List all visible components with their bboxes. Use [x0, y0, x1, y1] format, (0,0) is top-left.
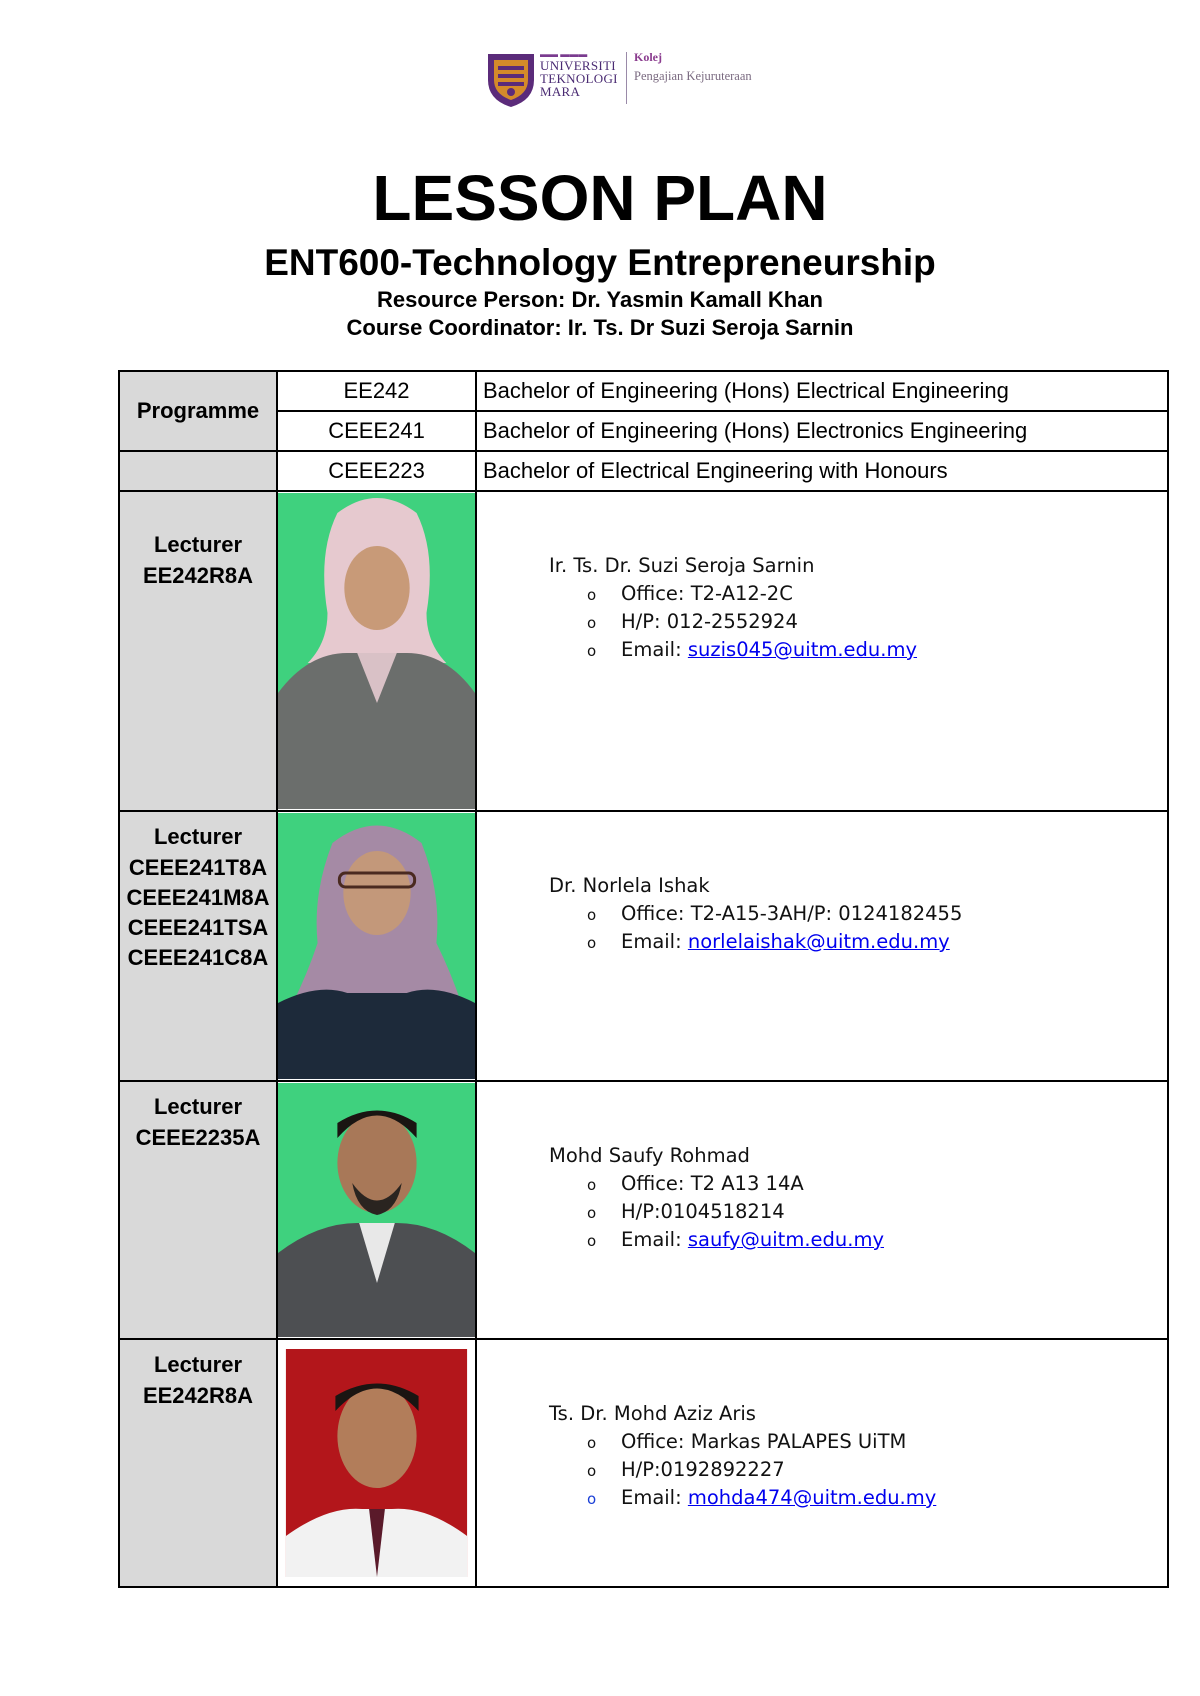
lecturer-label-cell: [119, 811, 277, 1081]
lecturer-phone: o H/P:0104518214: [587, 1198, 1167, 1226]
bullet-icon: o: [587, 934, 597, 952]
lecturer-row: [119, 1339, 1168, 1587]
lecturer-phone: o H/P:0192892227: [587, 1456, 1167, 1484]
lecturer-group-code: CEEE241M8A: [126, 885, 270, 910]
lecturer-email: o Email: norlelaishak@uitm.edu.my: [587, 928, 1167, 956]
programme-code: CEEE223: [277, 451, 476, 491]
resource-person: Resource Person: Dr. Yasmin Kamall Khan: [377, 287, 823, 312]
bullet-icon: o: [587, 1204, 597, 1222]
bullet-icon: o: [587, 642, 597, 660]
course-title: ENT600-Technology Entrepreneurship: [264, 242, 936, 283]
programme-name: Bachelor of Engineering (Hons) Electrical Engineering: [476, 371, 1168, 411]
lecturer-info-cell: [476, 811, 1168, 1081]
lecturer-info-cell: [476, 1339, 1168, 1587]
lecturer-group-code: EE242R8A: [142, 1383, 254, 1408]
lecturer-email: o Email: mohda474@uitm.edu.my: [587, 1484, 1167, 1512]
lesson-plan-table: [118, 370, 1169, 1588]
lecturer-photo: [278, 813, 475, 1079]
programme-name: Bachelor of Engineering (Hons) Electronics Engineering: [476, 411, 1168, 451]
programme-label-blank: [119, 451, 277, 491]
bullet-icon: o: [587, 586, 597, 604]
lecturer-group-code: EE242R8A: [142, 563, 254, 588]
kolej-subtitle: Pengajian Kejuruteraan: [634, 69, 752, 83]
bullet-icon: o: [587, 1490, 597, 1508]
jawi-script: ▬▬ ▬▬▬: [540, 49, 588, 59]
lecturer-email: o Email: suzis045@uitm.edu.my: [587, 636, 1167, 664]
lecturer-label: Lecturer: [153, 1094, 243, 1119]
lecturer-photo: [278, 493, 475, 809]
lecturer-name: Ir. Ts. Dr. Suzi Seroja Sarnin: [549, 554, 815, 577]
page-title: LESSON PLAN: [372, 162, 828, 234]
uni-line-3: MARA: [540, 84, 581, 99]
programme-code: CEEE241: [277, 411, 476, 451]
crest-icon: [484, 50, 538, 108]
lecturer-name: Dr. Norlela Ishak: [549, 874, 710, 897]
kolej-title: Kolej: [634, 50, 662, 64]
email-link[interactable]: mohda474@uitm.edu.my: [687, 1486, 937, 1509]
lecturer-label: Lecturer: [153, 824, 243, 849]
course-coordinator: Course Coordinator: Ir. Ts. Dr Suzi Seroja Sarnin: [346, 315, 854, 340]
lecturer-photo-cell: [277, 491, 476, 811]
uni-line-1: UNIVERSITI: [540, 58, 616, 73]
lecturer-label-cell: [119, 491, 277, 811]
lecturer-label-cell: [119, 1081, 277, 1339]
uni-line-2: TEKNOLOGI: [540, 71, 618, 86]
programme-row: [119, 451, 1168, 491]
lecturer-office: o Office: T2-A12-2C: [587, 580, 1167, 608]
lecturer-info-cell: [476, 491, 1168, 811]
lecturer-label-cell: [119, 1339, 277, 1587]
lecturer-group-code: CEEE241TSA: [127, 915, 269, 940]
lecturer-photo-cell: [277, 811, 476, 1081]
lecturer-photo-cell: [277, 1339, 476, 1587]
university-name: [540, 49, 618, 110]
lecturer-photo: [278, 1083, 475, 1337]
lecturer-row: [119, 811, 1168, 1081]
lecturer-label: Lecturer: [153, 532, 243, 557]
bullet-icon: o: [587, 1176, 597, 1194]
programme-name: Bachelor of Electrical Engineering with Honours: [476, 451, 1168, 491]
bullet-icon: o: [587, 1462, 597, 1480]
lecturer-photo-cell: [277, 1081, 476, 1339]
lecturer-row: [119, 491, 1168, 811]
programme-label: Programme: [119, 371, 277, 451]
email-link[interactable]: norlelaishak@uitm.edu.my: [687, 930, 950, 953]
lecturer-photo: [278, 1341, 475, 1585]
bullet-icon: o: [587, 1434, 597, 1452]
kolej-name: [634, 50, 752, 84]
bullet-icon: o: [587, 1232, 597, 1250]
lecturer-phone: o H/P: 012-2552924: [587, 608, 1167, 636]
email-link[interactable]: saufy@uitm.edu.my: [687, 1228, 884, 1251]
lecturer-office: o Office: Markas PALAPES UiTM: [587, 1428, 1167, 1456]
lecturer-row: [119, 1081, 1168, 1339]
programme-row: [119, 411, 1168, 451]
lecturer-group-code: CEEE241T8A: [128, 855, 268, 880]
lecturer-name: Mohd Saufy Rohmad: [549, 1144, 750, 1167]
lecturer-group-code: CEEE241C8A: [127, 945, 269, 970]
university-logo: [484, 50, 784, 110]
bullet-icon: o: [587, 906, 597, 924]
lecturer-email: o Email: saufy@uitm.edu.my: [587, 1226, 1167, 1254]
logo-divider: [626, 52, 627, 104]
lecturer-info-cell: [476, 1081, 1168, 1339]
lecturer-office: o Office: T2 A13 14A: [587, 1170, 1167, 1198]
lecturer-office: o Office: T2-A15-3AH/P: 0124182455: [587, 900, 1167, 928]
programme-code: EE242: [277, 371, 476, 411]
lecturer-name: Ts. Dr. Mohd Aziz Aris: [549, 1402, 756, 1425]
lecturer-group-code: CEEE2235A: [135, 1125, 261, 1150]
programme-row: [119, 371, 1168, 411]
lecturer-label: Lecturer: [153, 1352, 243, 1377]
bullet-icon: o: [587, 614, 597, 632]
email-link[interactable]: suzis045@uitm.edu.my: [687, 638, 918, 661]
